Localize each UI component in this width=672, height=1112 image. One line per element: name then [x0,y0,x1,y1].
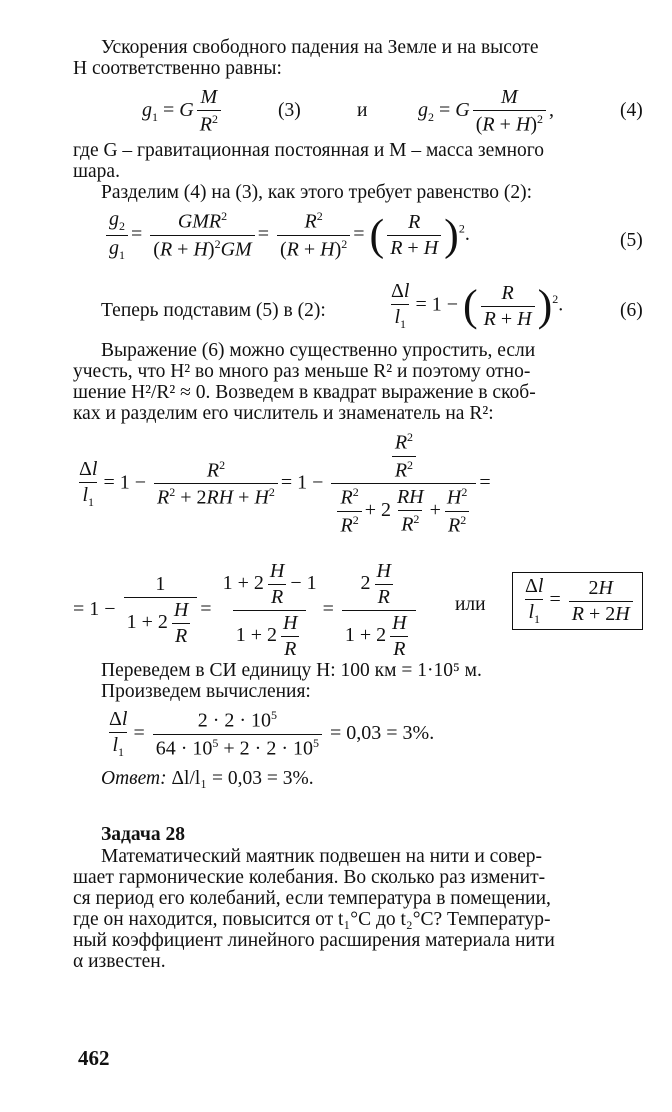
derivation-line-1: $\frac{\Delta l}{l_1}$ = 1 − $\frac{R^2}{R^2 + 2RH + H^2}$ = 1 − $\frac{R^2}{R^2}$ $\frac{R^2}{R^2}$ + 2 $\frac{RH}{R^2}$ + $\frac{H^2}{R^2}$ = [79,430,491,537]
text-line: Разделим (4) на (3), как этого требует равенство (2): [101,182,533,203]
text-line: где G – гравитационная постоянная и M – масса земного [73,140,545,161]
answer-label: Ответ: [101,768,167,789]
text-line: шает гармонические колебания. Во сколько раз изменит- [73,867,546,888]
answer-line [101,768,314,790]
text-line: Выражение (6) можно существенно упростить, если [101,340,536,361]
text-line: Переведем в СИ единицу H: 100 км = 1·10⁵ м. [101,660,482,681]
page-number: 462 [78,1046,110,1070]
conjunction: и [357,100,368,121]
boxed-result: $\frac{\Delta l}{l_1}$ = $\frac{2H}{R + 2H}$ [512,572,643,630]
text-line: ся период его колебаний, если температура в помещении, [73,888,551,909]
text-line: ный коэффициент линейного расширения материала нити [73,930,555,951]
eq-number: (4) [620,100,643,121]
eq-number: (3) [278,100,301,121]
text-line: ках и разделим его числитель и знаменатель на R²: [73,403,494,424]
calc-result: = 0,03 = 3%. [330,721,435,744]
text-line: шара. [73,161,120,182]
derivation-line-2: = 1 − 1 1 + 2 $\frac{H}{R}$ = 1 + 2 $\frac{H}{R}$ − 1 1 + 2 $\frac{H}{R}$ = 2 $\frac{H}{R}$ 1 + 2 $\frac{H}{R}$ [73,560,419,661]
text-line: α известен. [73,951,166,972]
text-line: Математический маятник подвешен на нити и совер- [101,846,543,867]
text-line: где он находится, повысится от t₁°C до t₂°C? Температур- [73,909,551,930]
text-line: H соответственно равны: [73,58,282,79]
formula-4: $g_2 = G$ $\frac{M}{(R + H)^2}$ , [418,86,555,136]
formula-3: $g_1 = G$ $\frac{M}{R^2}$ [142,86,224,137]
formula-6: $\frac{\Delta l}{l_1}$ = 1 − ( $\frac{R}{R + H}$ )$^2$. [391,280,564,331]
calculation: $\frac{\Delta l}{l_1}$ = $\frac{2 \cdot 2 \cdot 10^5}{64 \cdot 10^5 + 2 \cdot 2 \cdot 10^5}$ = 0,03 = 3%. [109,708,435,760]
text-line: Теперь подставим (5) в (2): [101,300,326,321]
text-line: Произведем вычисления: [101,681,311,702]
eq-number: (6) [620,300,643,321]
conjunction: или [455,594,486,615]
text-line: учесть, что H² во много раз меньше R² и поэтому отно- [73,361,531,382]
eq-number: (5) [620,230,643,251]
answer-value: Δl/l₁ = 0,03 = 3%. [171,768,314,789]
task-title: Задача 28 [101,824,185,845]
text-line: шение H²/R² ≈ 0. Возведем в квадрат выражение в скоб- [73,382,536,403]
formula-5: $\frac{g_2}{g_1}$ = $\frac{GMR^2}{(R + H)^2GM}$ = $\frac{R^2}{(R + H)^2}$ = ( $\frac{R}{R + H}$ )$^2$. [103,208,470,263]
text-line: Ускорения свободного падения на Земле и на высоте [101,37,539,58]
